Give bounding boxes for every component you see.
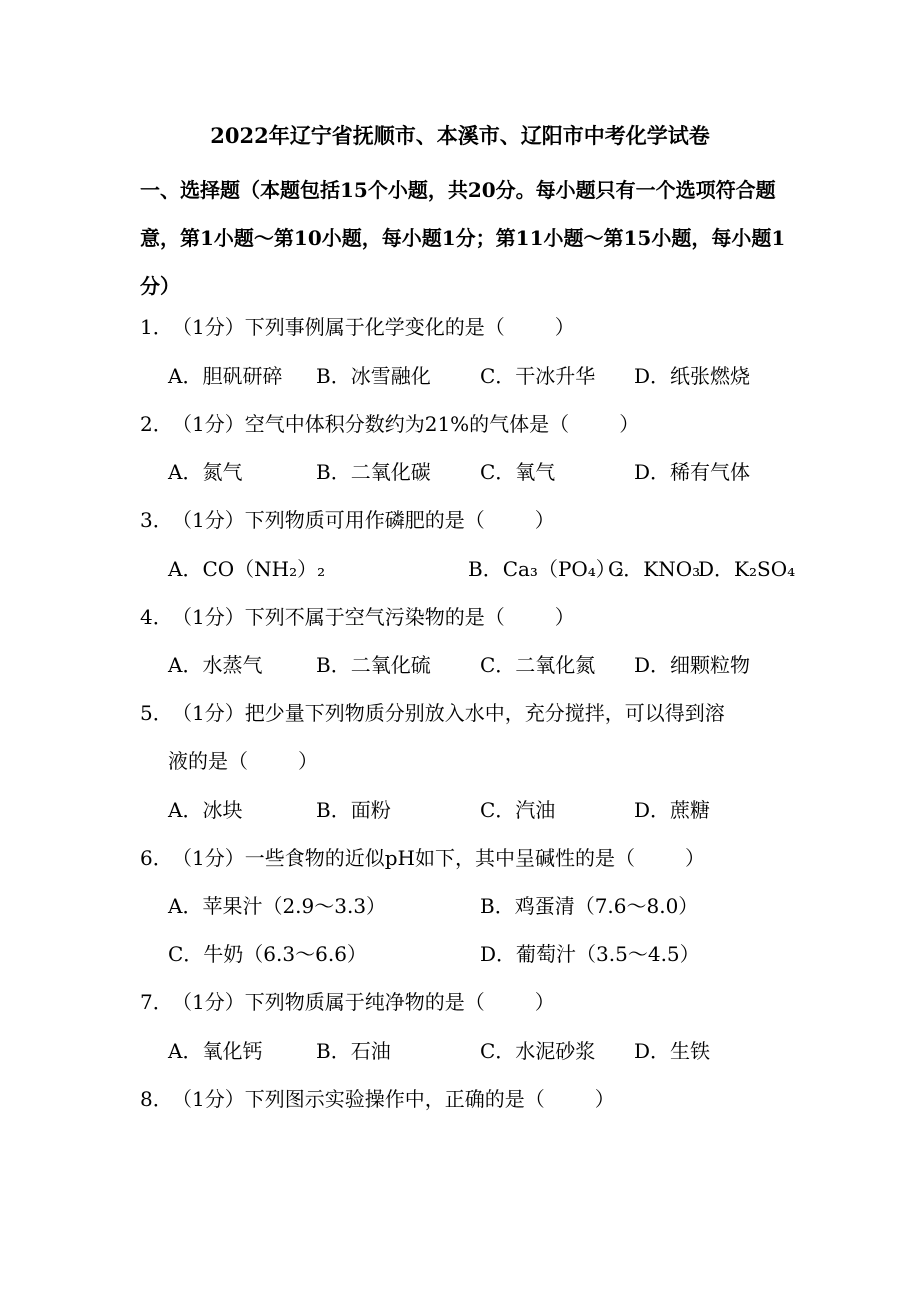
- q1-option-a: A．胆矾研碎: [168, 364, 283, 388]
- q4-option-b: B．二氧化硫: [316, 653, 431, 677]
- q1-option-d: D．纸张燃烧: [634, 364, 751, 388]
- q7-option-d: D．生铁: [634, 1039, 711, 1063]
- q5-option-a: A．冰块: [168, 798, 243, 822]
- q7-option-b: B．石油: [316, 1039, 391, 1063]
- q5-option-d: D．蔗糖: [634, 798, 711, 822]
- q5-option-b: B．面粉: [316, 798, 391, 822]
- question-7: 7．（1分）下列物质属于纯净物的是（ ）: [140, 990, 555, 1014]
- q7-option-a: A．氧化钙: [168, 1039, 263, 1063]
- q2-option-a: A．氮气: [168, 460, 243, 484]
- q6-option-b: B．鸡蛋清（7.6～8.0）: [480, 894, 699, 918]
- q4-option-a: A．水蒸气: [168, 653, 263, 677]
- q7-option-c: C．水泥砂浆: [480, 1039, 596, 1063]
- q1-option-c: C．干冰升华: [480, 364, 596, 388]
- q5-option-c: C．汽油: [480, 798, 556, 822]
- question-3: 3．（1分）下列物质可用作磷肥的是（ ）: [140, 508, 555, 532]
- question-5: 5．（1分）把少量下列物质分别放入水中，充分搅拌，可以得到溶: [140, 701, 725, 725]
- page-title: 2022年辽宁省抚顺市、本溪市、辽阳市中考化学试卷: [210, 123, 710, 148]
- question-2: 2．（1分）空气中体积分数约为21%的气体是（ ）: [140, 412, 640, 436]
- question-4: 4．（1分）下列不属于空气污染物的是（ ）: [140, 605, 575, 629]
- q3-option-c: C．KNO₃: [608, 557, 701, 581]
- question-6: 6．（1分）一些食物的近似pH如下，其中呈碱性的是（ ）: [140, 846, 705, 870]
- q3-option-a: A．CO（NH₂）₂: [168, 557, 326, 581]
- q6-option-d: D．葡萄汁（3.5～4.5）: [480, 942, 700, 966]
- q3-option-d: D．K₂SO₄: [698, 557, 796, 581]
- q3-option-b: B．Ca₃（PO₄）₂: [468, 557, 624, 581]
- q2-option-d: D．稀有气体: [634, 460, 751, 484]
- q2-option-b: B．二氧化碳: [316, 460, 431, 484]
- q1-option-b: B．冰雪融化: [316, 364, 431, 388]
- q2-option-c: C．氧气: [480, 460, 556, 484]
- q6-option-a: A．苹果汁（2.9～3.3）: [168, 894, 387, 918]
- question-5-cont: 液的是（ ）: [168, 749, 318, 773]
- q4-option-c: C．二氧化氮: [480, 653, 596, 677]
- section-heading: 一、选择题（本题包括15个小题，共20分。每小题只有一个选项符合题意，第1小题～第10小题，每小题1分；第11小题～第15小题，每小题1分）: [140, 178, 786, 298]
- question-1: 1．（1分）下列事例属于化学变化的是（ ）: [140, 315, 575, 339]
- question-8: 8．（1分）下列图示实验操作中，正确的是（ ）: [140, 1087, 615, 1111]
- q4-option-d: D．细颗粒物: [634, 653, 751, 677]
- q6-option-c: C．牛奶（6.3～6.6）: [168, 942, 367, 966]
